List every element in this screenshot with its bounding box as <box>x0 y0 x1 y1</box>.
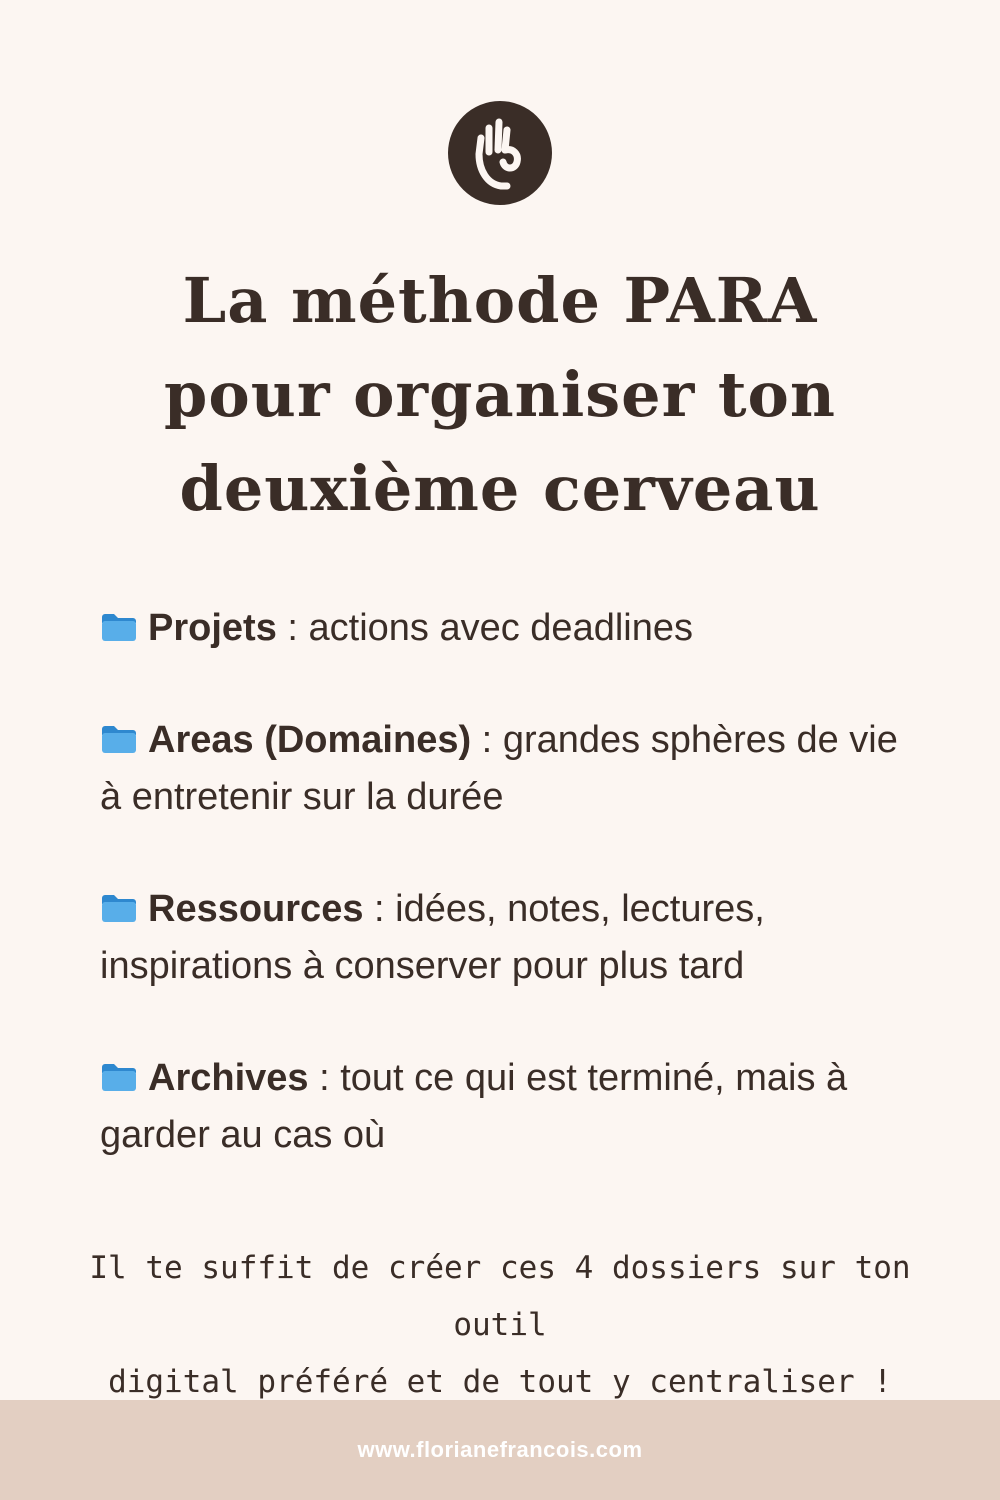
item-separator: : <box>363 888 396 930</box>
item-description: tout ce qui est terminé, mais à garder au cas où <box>100 1057 848 1156</box>
item-description: actions avec deadlines <box>308 607 693 649</box>
title-line: pour organiser ton <box>164 358 836 431</box>
item-separator: : <box>276 607 309 649</box>
list-item-projets <box>100 600 920 657</box>
folder-icon <box>100 611 138 643</box>
list-item-ressources <box>100 881 920 995</box>
item-description: grandes sphères de vie à entretenir sur la durée <box>100 719 898 818</box>
para-list <box>100 600 920 1219</box>
closing-note <box>60 1240 940 1411</box>
page-title <box>0 254 1000 536</box>
note-line: digital préféré et de tout y centraliser ! <box>108 1364 892 1400</box>
item-label: Projets <box>148 607 277 649</box>
item-label: Areas (Domaines) <box>148 719 472 761</box>
title-line: deuxième cerveau <box>179 452 821 525</box>
item-label: Archives <box>148 1057 309 1099</box>
item-description: idées, notes, lectures, inspirations à conserver pour plus tard <box>100 888 765 987</box>
ok-hand-icon <box>447 100 553 206</box>
folder-icon <box>100 723 138 755</box>
folder-icon <box>100 892 138 924</box>
title-line: La méthode PARA <box>182 264 818 337</box>
website-link[interactable]: www.florianefrancois.com <box>357 1437 643 1462</box>
note-line: Il te suffit de créer ces 4 dossiers sur ton outil <box>89 1250 911 1343</box>
list-item-areas <box>100 712 920 826</box>
footer-bar <box>0 1400 1000 1500</box>
folder-icon <box>100 1061 138 1093</box>
item-separator: : <box>471 719 503 761</box>
item-separator: : <box>308 1057 341 1099</box>
item-label: Ressources <box>148 888 364 930</box>
list-item-archives <box>100 1050 920 1164</box>
